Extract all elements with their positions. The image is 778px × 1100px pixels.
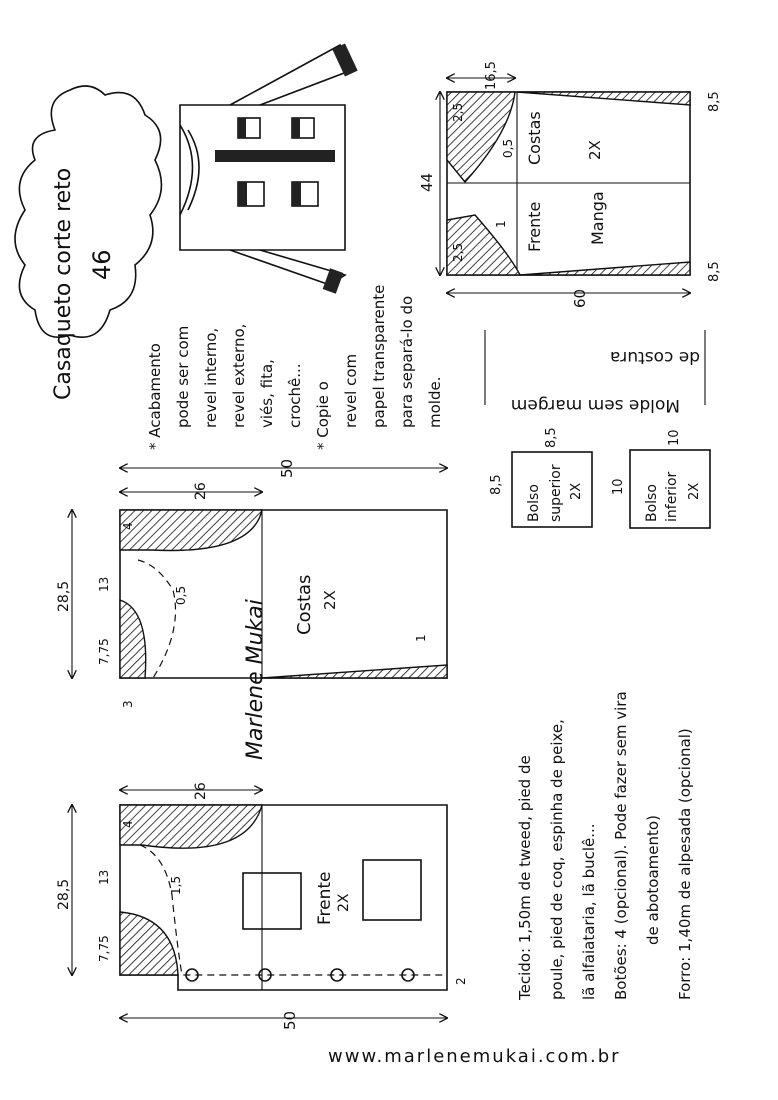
title-text: Casaqueto corte reto [51,167,76,400]
frente-dim-2: 2 [454,977,468,985]
note-line: papel transparente [370,284,388,428]
frente-piece-qty: 2X [336,893,352,912]
note-line: viés, fita, [258,359,276,428]
note-line: revel interno, [202,327,220,428]
costas-dim-7-75: 7,75 [97,638,111,665]
note-line: * Copie o [314,381,332,450]
fabric-notes [516,691,694,1001]
costas-piece-label: Costas [294,574,315,635]
dim-8-5-top: 8,5 [707,91,722,112]
costas-dim-3: 3 [121,700,135,708]
fabric-line: Botões: 4 (opcional). Pode fazer sem vira [612,691,630,1000]
dim-1: 1 [494,220,508,228]
pocket-sup-label2: superior [548,464,564,522]
fabric-line: de abotoamento) [644,815,662,945]
top-pattern [418,61,722,308]
dim-8-5-bottom: 8,5 [707,261,722,282]
pocket-superior [489,427,592,527]
note-line: molde. [426,376,444,428]
frente-piece [56,782,468,1030]
dim-2-5-top: 2,5 [451,102,465,122]
pocket-inf-w: 10 [667,429,682,446]
pocket-inf-label2: inferior [664,471,680,522]
seam-note-line1: Molde sem margem [510,395,680,415]
pocket-sup-h: 8,5 [489,474,504,495]
website-url: www.marlenemukai.com.br [328,1046,621,1067]
costas-dim-28-5: 28,5 [56,580,72,612]
frente-dim-28-5: 28,5 [56,878,72,910]
title-size: 46 [88,249,116,280]
costas-qty: 2X [586,140,604,160]
note-line: revel externo, [230,323,248,428]
pocket-inf-h: 10 [611,478,626,495]
pocket-inf-qty: 2X [687,482,702,500]
signature: Marlene Mukai [243,599,268,760]
jacket-sketch [180,43,358,293]
frente-dim-7-75: 7,75 [97,935,111,962]
dim-0-5: 0,5 [501,138,515,158]
frente-piece-label: Frente [315,871,335,925]
pocket-inferior [611,429,710,528]
frente-label: Frente [525,201,544,252]
frente-dim-13: 13 [97,869,111,885]
costas-dim-13: 13 [97,576,111,592]
note-line: crochê... [286,363,304,428]
note-line: revel com [342,353,360,428]
costas-dim-0-5: 0,5 [174,585,188,605]
title-cloud [15,86,161,400]
dim-60: 60 [571,288,589,308]
costas-dim-4: 4 [121,522,135,530]
costas-dim-26: 26 [193,482,209,500]
fabric-line: Forro: 1,40m de alpesada (opcional) [676,728,694,1000]
fabric-line: poule, pied de coq, espinha de peixe, [548,719,566,1000]
fabric-line: Tecido: 1,50m de tweed, pied de [516,755,534,1000]
manga-label: Manga [588,191,607,245]
dim-16-5: 16,5 [484,61,499,90]
pocket-sup-w: 8,5 [544,427,559,448]
costas-dim-50: 50 [278,458,296,478]
note-line: pode ser com [174,325,192,428]
costas-dim-1: 1 [414,634,428,642]
frente-dim-50: 50 [281,1010,299,1030]
notes-block [146,285,444,450]
pocket-sup-label1: Bolso [526,484,542,522]
frente-dim-1-5: 1,5 [169,875,183,895]
seam-note-line2: de costura [609,347,700,367]
dim-2-5-bottom: 2,5 [451,242,465,262]
pocket-sup-qty: 2X [569,482,584,500]
pocket-inf-label1: Bolso [644,484,660,522]
note-line: * Acabamento [146,343,164,450]
seam-note [485,330,705,415]
note-line: para separá-lo do [398,295,416,428]
dim-44: 44 [418,172,436,192]
costas-label: Costas [525,111,544,165]
fabric-line: lã alfaiataria, lã buclê... [580,823,598,1000]
frente-dim-4: 4 [121,820,135,828]
costas-piece-qty: 2X [321,590,339,610]
frente-dim-26: 26 [193,782,209,800]
